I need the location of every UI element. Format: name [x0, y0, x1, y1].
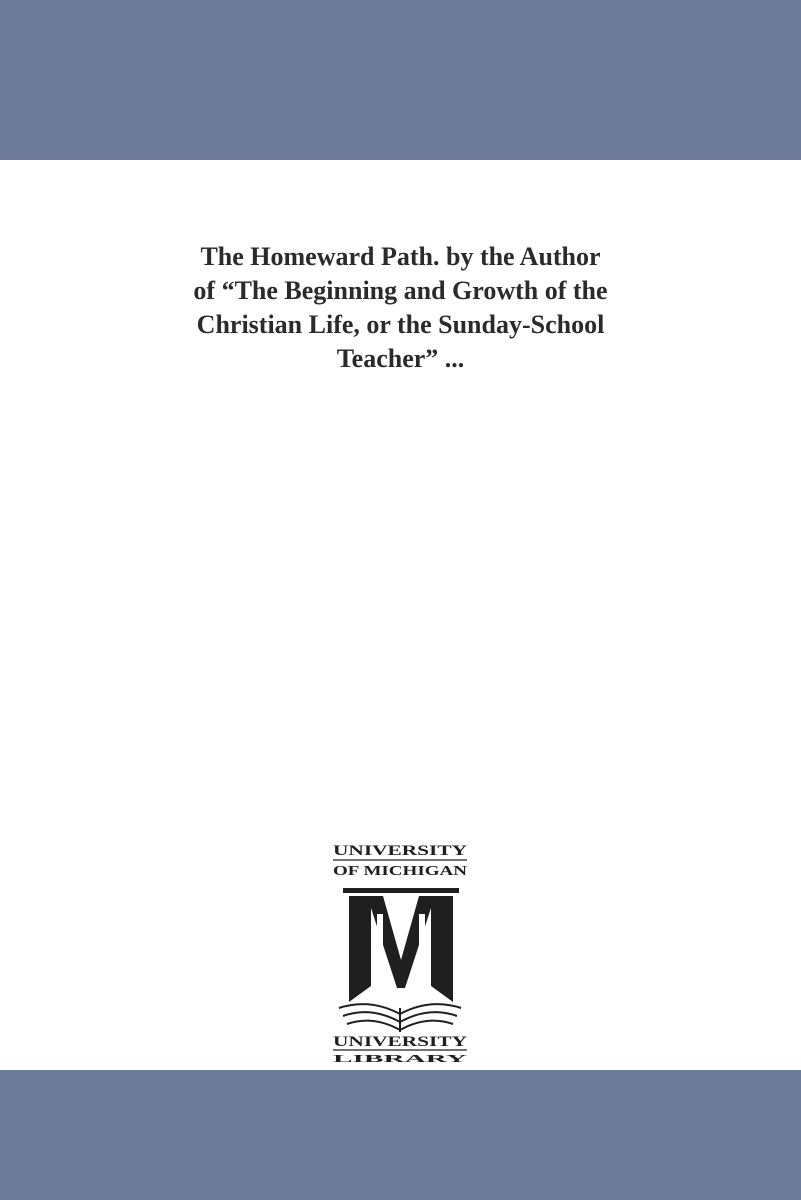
book-title: The Homeward Path. by the Author of “The Beginning and Growth of the Christian Life, or the Sunday-School Teacher” ...	[193, 242, 608, 373]
logo-text-university-bottom: UNIVERSITY	[333, 1034, 468, 1050]
university-of-michigan-library-logo	[325, 838, 475, 1063]
top-color-band	[0, 0, 801, 160]
logo-text-university-top: UNIVERSITY	[333, 843, 468, 859]
logo-text-of-michigan: OF MICHIGAN	[333, 864, 467, 879]
logo-text-library: LIBRARY	[333, 1053, 468, 1063]
bottom-color-band	[0, 1070, 801, 1200]
open-book-icon	[339, 1004, 461, 1032]
block-m-emblem	[343, 888, 459, 1002]
